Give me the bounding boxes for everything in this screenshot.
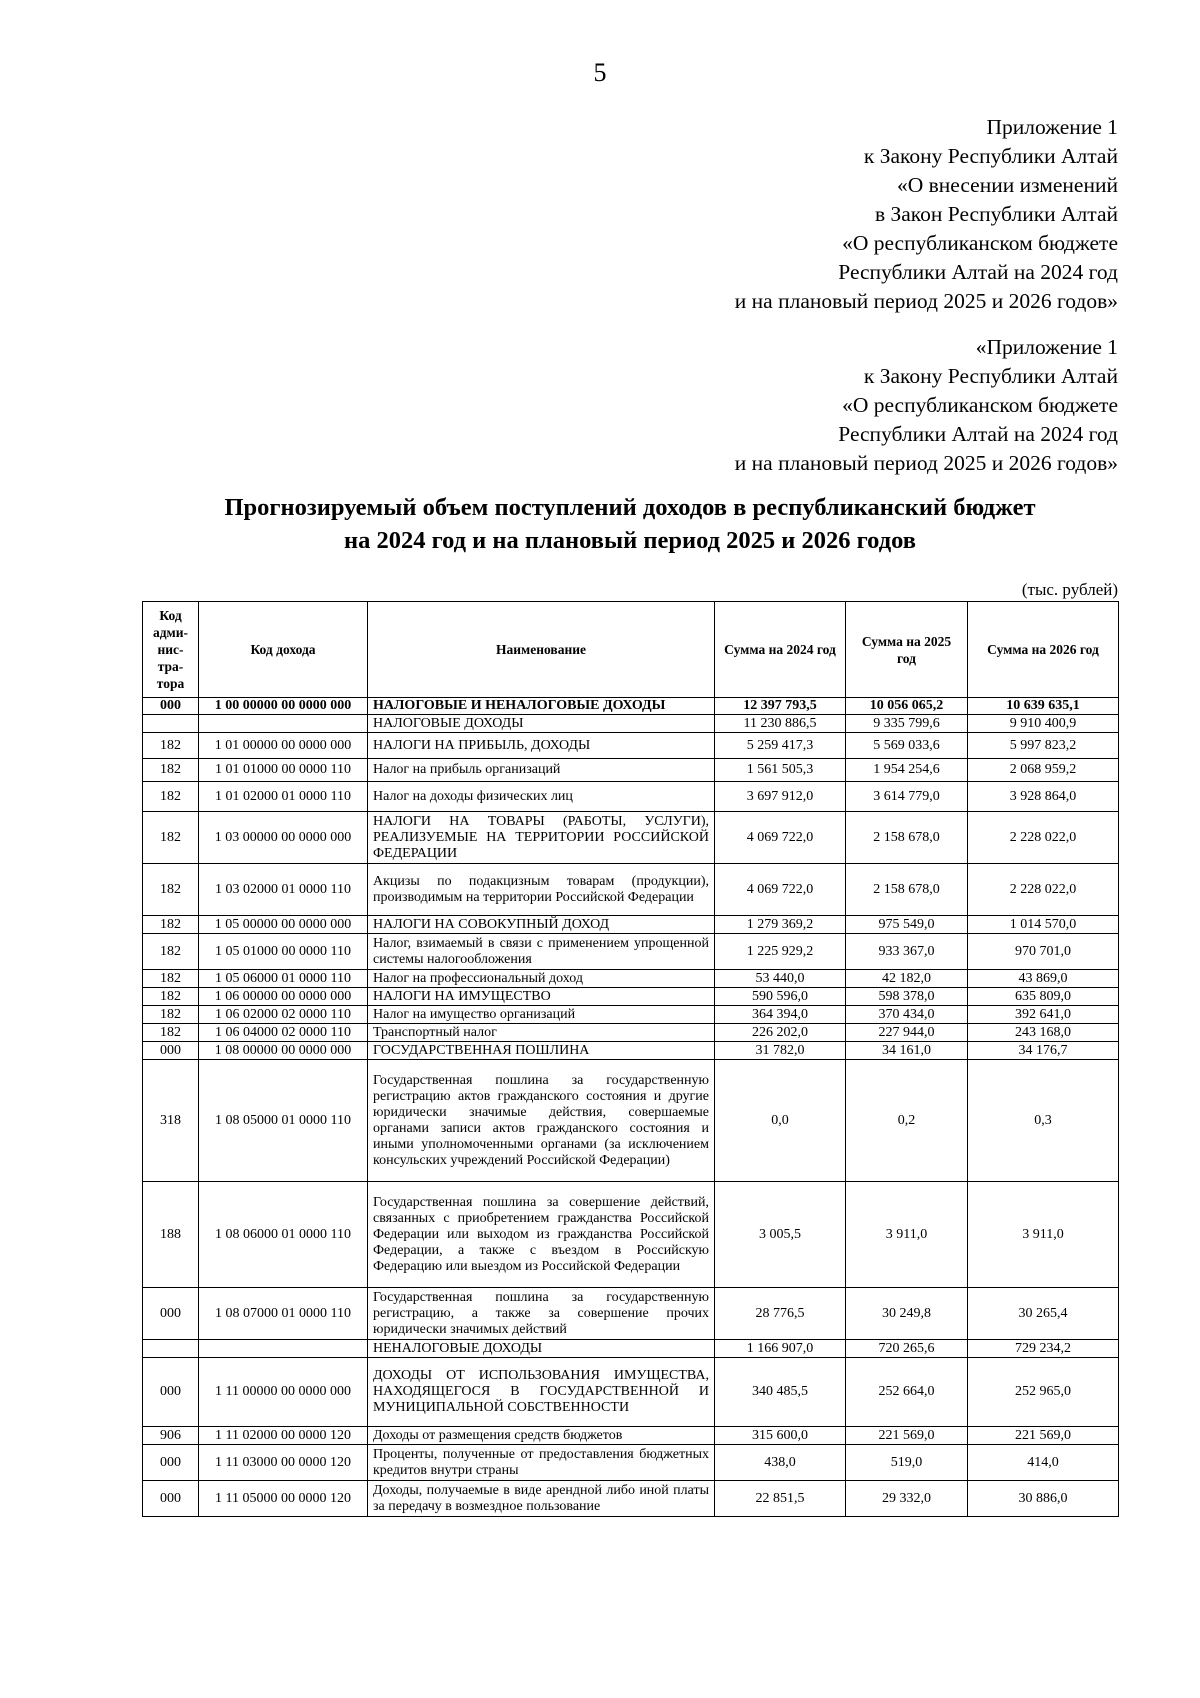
cell-name: Государственная пошлина за совершение действий, связанных с приобретением гражданства Российской Федерации или выходом из гражданства Российской Федерации, а также с въездом в Российскую Федерацию или выездом из Российской Федерации (368, 1182, 715, 1288)
cell-sum-2025: 933 367,0 (846, 934, 968, 970)
table-header-row (143, 602, 1119, 698)
cell-sum-2024: 3 005,5 (715, 1182, 846, 1288)
cell-name: Государственная пошлина за государственную регистрацию, а также за совершение прочих юридически значимых действий (368, 1288, 715, 1340)
cell-income-code: 1 03 00000 00 0000 000 (199, 812, 368, 864)
cell-sum-2025: 598 378,0 (846, 988, 968, 1006)
units-label: (тыс. рублей) (1021, 580, 1118, 599)
table-row (143, 715, 1119, 733)
table-row (143, 1288, 1119, 1340)
appendix-header-line: Республики Алтай на 2024 год (838, 260, 1118, 284)
cell-admin-code: 182 (143, 782, 199, 812)
cell-income-code (199, 1340, 368, 1358)
cell-sum-2025: 1 954 254,6 (846, 759, 968, 782)
table-row (143, 782, 1119, 812)
cell-sum-2024: 1 166 907,0 (715, 1340, 846, 1358)
cell-income-code: 1 03 02000 01 0000 110 (199, 864, 368, 916)
cell-sum-2026: 2 068 959,2 (968, 759, 1119, 782)
cell-admin-code: 182 (143, 1006, 199, 1024)
cell-name: Государственная пошлина за государственную регистрацию актов гражданского состояния и другие юридически значимые действия, совершаемые органами записи актов гражданского состояния и иными уполномоченными органами (за исключением консульских учреждений Российской Федерации) (368, 1060, 715, 1182)
cell-sum-2026: 5 997 823,2 (968, 733, 1119, 759)
cell-admin-code: 182 (143, 812, 199, 864)
cell-sum-2025: 30 249,8 (846, 1288, 968, 1340)
cell-sum-2025: 10 056 065,2 (846, 698, 968, 715)
table-row (143, 1340, 1119, 1358)
cell-income-code: 1 08 06000 01 0000 110 (199, 1182, 368, 1288)
cell-sum-2025: 34 161,0 (846, 1042, 968, 1060)
cell-name: Доходы, получаемые в виде арендной либо иной платы за передачу в возмездное пользование (368, 1481, 715, 1517)
cell-sum-2026: 3 911,0 (968, 1182, 1119, 1288)
cell-sum-2025: 370 434,0 (846, 1006, 968, 1024)
cell-sum-2025: 0,2 (846, 1060, 968, 1182)
cell-admin-code (143, 1340, 199, 1358)
table-row (143, 916, 1119, 934)
cell-name: НАЛОГОВЫЕ ДОХОДЫ (368, 715, 715, 733)
cell-admin-code: 182 (143, 1024, 199, 1042)
cell-sum-2026: 414,0 (968, 1445, 1119, 1481)
table-row (143, 934, 1119, 970)
cell-income-code: 1 01 00000 00 0000 000 (199, 733, 368, 759)
table-body (143, 698, 1119, 1517)
revenue-table (142, 601, 1119, 1517)
table-row (143, 1024, 1119, 1042)
header-income-code: Код дохода (199, 602, 368, 698)
cell-admin-code: 000 (143, 698, 199, 715)
header-sum-2025: Сумма на 2025 год (846, 602, 968, 698)
cell-admin-code: 188 (143, 1182, 199, 1288)
title-line: на 2024 год и на плановый период 2025 и 2026 годов (343, 527, 916, 554)
cell-admin-code: 000 (143, 1358, 199, 1427)
cell-income-code (199, 715, 368, 733)
cell-sum-2024: 53 440,0 (715, 970, 846, 988)
appendix-header-line: к Закону Республики Алтай (863, 144, 1118, 168)
cell-income-code: 1 01 02000 01 0000 110 (199, 782, 368, 812)
cell-sum-2024: 31 782,0 (715, 1042, 846, 1060)
cell-sum-2025: 29 332,0 (846, 1481, 968, 1517)
cell-sum-2026: 392 641,0 (968, 1006, 1119, 1024)
cell-sum-2024: 0,0 (715, 1060, 846, 1182)
cell-admin-code: 000 (143, 1042, 199, 1060)
appendix-header (735, 113, 1118, 316)
cell-admin-code (143, 715, 199, 733)
cell-sum-2024: 28 776,5 (715, 1288, 846, 1340)
table-row (143, 1427, 1119, 1445)
cell-name: Налог на доходы физических лиц (368, 782, 715, 812)
cell-name: НАЛОГИ НА ИМУЩЕСТВО (368, 988, 715, 1006)
cell-sum-2024: 364 394,0 (715, 1006, 846, 1024)
appendix-quoted-line: к Закону Республики Алтай (863, 364, 1118, 388)
cell-sum-2025: 2 158 678,0 (846, 812, 968, 864)
cell-admin-code: 182 (143, 864, 199, 916)
cell-sum-2024: 1 279 369,2 (715, 916, 846, 934)
page-number: 5 (593, 58, 607, 87)
cell-admin-code: 000 (143, 1288, 199, 1340)
cell-income-code: 1 06 04000 02 0000 110 (199, 1024, 368, 1042)
cell-sum-2026: 970 701,0 (968, 934, 1119, 970)
table-row (143, 864, 1119, 916)
cell-sum-2026: 252 965,0 (968, 1358, 1119, 1427)
cell-name: Акцизы по подакцизным товарам (продукции), производимым на территории Российской Федерации (368, 864, 715, 916)
cell-admin-code: 182 (143, 934, 199, 970)
cell-name: Налог, взимаемый в связи с применением упрощенной системы налогообложения (368, 934, 715, 970)
cell-name: ГОСУДАРСТВЕННАЯ ПОШЛИНА (368, 1042, 715, 1060)
cell-sum-2026: 243 168,0 (968, 1024, 1119, 1042)
table-row (143, 1481, 1119, 1517)
cell-income-code: 1 11 02000 00 0000 120 (199, 1427, 368, 1445)
cell-income-code: 1 06 02000 02 0000 110 (199, 1006, 368, 1024)
cell-sum-2024: 1 225 929,2 (715, 934, 846, 970)
cell-income-code: 1 11 05000 00 0000 120 (199, 1481, 368, 1517)
table-row (143, 1042, 1119, 1060)
cell-sum-2026: 1 014 570,0 (968, 916, 1119, 934)
cell-income-code: 1 11 03000 00 0000 120 (199, 1445, 368, 1481)
cell-name: НАЛОГИ НА ТОВАРЫ (РАБОТЫ, УСЛУГИ), РЕАЛИЗУЕМЫЕ НА ТЕРРИТОРИИ РОССИЙСКОЙ ФЕДЕРАЦИИ (368, 812, 715, 864)
cell-sum-2026: 2 228 022,0 (968, 812, 1119, 864)
cell-name: НЕНАЛОГОВЫЕ ДОХОДЫ (368, 1340, 715, 1358)
cell-name: ДОХОДЫ ОТ ИСПОЛЬЗОВАНИЯ ИМУЩЕСТВА, НАХОДЯЩЕГОСЯ В ГОСУДАРСТВЕННОЙ И МУНИЦИПАЛЬНОЙ СОБСТВЕННОСТИ (368, 1358, 715, 1427)
cell-sum-2024: 1 561 505,3 (715, 759, 846, 782)
appendix-quoted-line: Республики Алтай на 2024 год (838, 422, 1118, 446)
appendix-quoted-header (735, 333, 1118, 478)
appendix-header-line: «О республиканском бюджете (842, 231, 1118, 255)
cell-income-code: 1 01 01000 00 0000 110 (199, 759, 368, 782)
cell-sum-2025: 519,0 (846, 1445, 968, 1481)
appendix-header-line: и на плановый период 2025 и 2026 годов» (734, 289, 1118, 313)
table-row (143, 1445, 1119, 1481)
cell-income-code: 1 05 01000 00 0000 110 (199, 934, 368, 970)
cell-admin-code: 318 (143, 1060, 199, 1182)
cell-name: Доходы от размещения средств бюджетов (368, 1427, 715, 1445)
table-row (143, 988, 1119, 1006)
table-row (143, 1060, 1119, 1182)
cell-name: НАЛОГИ НА СОВОКУПНЫЙ ДОХОД (368, 916, 715, 934)
cell-admin-code: 182 (143, 988, 199, 1006)
table-row (143, 698, 1119, 715)
cell-name: НАЛОГИ НА ПРИБЫЛЬ, ДОХОДЫ (368, 733, 715, 759)
cell-sum-2026: 30 886,0 (968, 1481, 1119, 1517)
cell-income-code: 1 00 00000 00 0000 000 (199, 698, 368, 715)
appendix-header-line: в Закон Республики Алтай (874, 202, 1118, 226)
cell-admin-code: 906 (143, 1427, 199, 1445)
cell-sum-2026: 3 928 864,0 (968, 782, 1119, 812)
cell-sum-2025: 3 911,0 (846, 1182, 968, 1288)
cell-sum-2024: 22 851,5 (715, 1481, 846, 1517)
cell-admin-code: 000 (143, 1445, 199, 1481)
table-row (143, 812, 1119, 864)
cell-admin-code: 182 (143, 970, 199, 988)
cell-name: Налог на имущество организаций (368, 1006, 715, 1024)
cell-admin-code: 000 (143, 1481, 199, 1517)
cell-sum-2024: 340 485,5 (715, 1358, 846, 1427)
cell-income-code: 1 05 00000 00 0000 000 (199, 916, 368, 934)
cell-sum-2024: 4 069 722,0 (715, 812, 846, 864)
cell-sum-2026: 729 234,2 (968, 1340, 1119, 1358)
cell-sum-2024: 438,0 (715, 1445, 846, 1481)
cell-sum-2026: 221 569,0 (968, 1427, 1119, 1445)
cell-income-code: 1 08 07000 01 0000 110 (199, 1288, 368, 1340)
cell-sum-2024: 590 596,0 (715, 988, 846, 1006)
cell-admin-code: 182 (143, 759, 199, 782)
document-title (60, 491, 1200, 557)
cell-income-code: 1 05 06000 01 0000 110 (199, 970, 368, 988)
cell-sum-2025: 5 569 033,6 (846, 733, 968, 759)
cell-admin-code: 182 (143, 916, 199, 934)
cell-sum-2024: 12 397 793,5 (715, 698, 846, 715)
cell-sum-2025: 227 944,0 (846, 1024, 968, 1042)
cell-sum-2024: 4 069 722,0 (715, 864, 846, 916)
appendix-header-line: Приложение 1 (986, 115, 1118, 139)
cell-sum-2026: 30 265,4 (968, 1288, 1119, 1340)
header-admin-code: Код адми- нис- тра- тора (143, 602, 199, 698)
cell-income-code: 1 11 00000 00 0000 000 (199, 1358, 368, 1427)
cell-name: Налог на прибыль организаций (368, 759, 715, 782)
cell-admin-code: 182 (143, 733, 199, 759)
cell-sum-2025: 975 549,0 (846, 916, 968, 934)
cell-sum-2024: 226 202,0 (715, 1024, 846, 1042)
header-name: Наименование (368, 602, 715, 698)
cell-sum-2026: 10 639 635,1 (968, 698, 1119, 715)
cell-name: Проценты, полученные от предоставления бюджетных кредитов внутри страны (368, 1445, 715, 1481)
header-sum-2026: Сумма на 2026 год (968, 602, 1119, 698)
appendix-quoted-line: «Приложение 1 (975, 335, 1118, 359)
cell-sum-2026: 635 809,0 (968, 988, 1119, 1006)
appendix-header-line: «О внесении изменений (896, 173, 1118, 197)
cell-name: Налог на профессиональный доход (368, 970, 715, 988)
cell-sum-2024: 3 697 912,0 (715, 782, 846, 812)
table-row (143, 759, 1119, 782)
cell-sum-2025: 2 158 678,0 (846, 864, 968, 916)
cell-sum-2026: 34 176,7 (968, 1042, 1119, 1060)
cell-income-code: 1 08 05000 01 0000 110 (199, 1060, 368, 1182)
title-line: Прогнозируемый объем поступлений доходов в республиканский бюджет (224, 494, 1036, 521)
table-row (143, 733, 1119, 759)
cell-sum-2026: 2 228 022,0 (968, 864, 1119, 916)
cell-sum-2026: 9 910 400,9 (968, 715, 1119, 733)
cell-sum-2026: 0,3 (968, 1060, 1119, 1182)
cell-sum-2024: 315 600,0 (715, 1427, 846, 1445)
cell-sum-2025: 252 664,0 (846, 1358, 968, 1427)
cell-income-code: 1 08 00000 00 0000 000 (199, 1042, 368, 1060)
cell-name: НАЛОГОВЫЕ И НЕНАЛОГОВЫЕ ДОХОДЫ (368, 698, 715, 715)
appendix-quoted-line: «О республиканском бюджете (842, 393, 1118, 417)
cell-name: Транспортный налог (368, 1024, 715, 1042)
cell-sum-2025: 9 335 799,6 (846, 715, 968, 733)
table-row (143, 1358, 1119, 1427)
cell-sum-2025: 720 265,6 (846, 1340, 968, 1358)
table-row (143, 1182, 1119, 1288)
cell-sum-2024: 11 230 886,5 (715, 715, 846, 733)
appendix-quoted-line: и на плановый период 2025 и 2026 годов» (734, 451, 1118, 475)
header-sum-2024: Сумма на 2024 год (715, 602, 846, 698)
cell-income-code: 1 06 00000 00 0000 000 (199, 988, 368, 1006)
table-row (143, 970, 1119, 988)
cell-sum-2024: 5 259 417,3 (715, 733, 846, 759)
cell-sum-2025: 221 569,0 (846, 1427, 968, 1445)
cell-sum-2025: 42 182,0 (846, 970, 968, 988)
table-row (143, 1006, 1119, 1024)
cell-sum-2025: 3 614 779,0 (846, 782, 968, 812)
cell-sum-2026: 43 869,0 (968, 970, 1119, 988)
